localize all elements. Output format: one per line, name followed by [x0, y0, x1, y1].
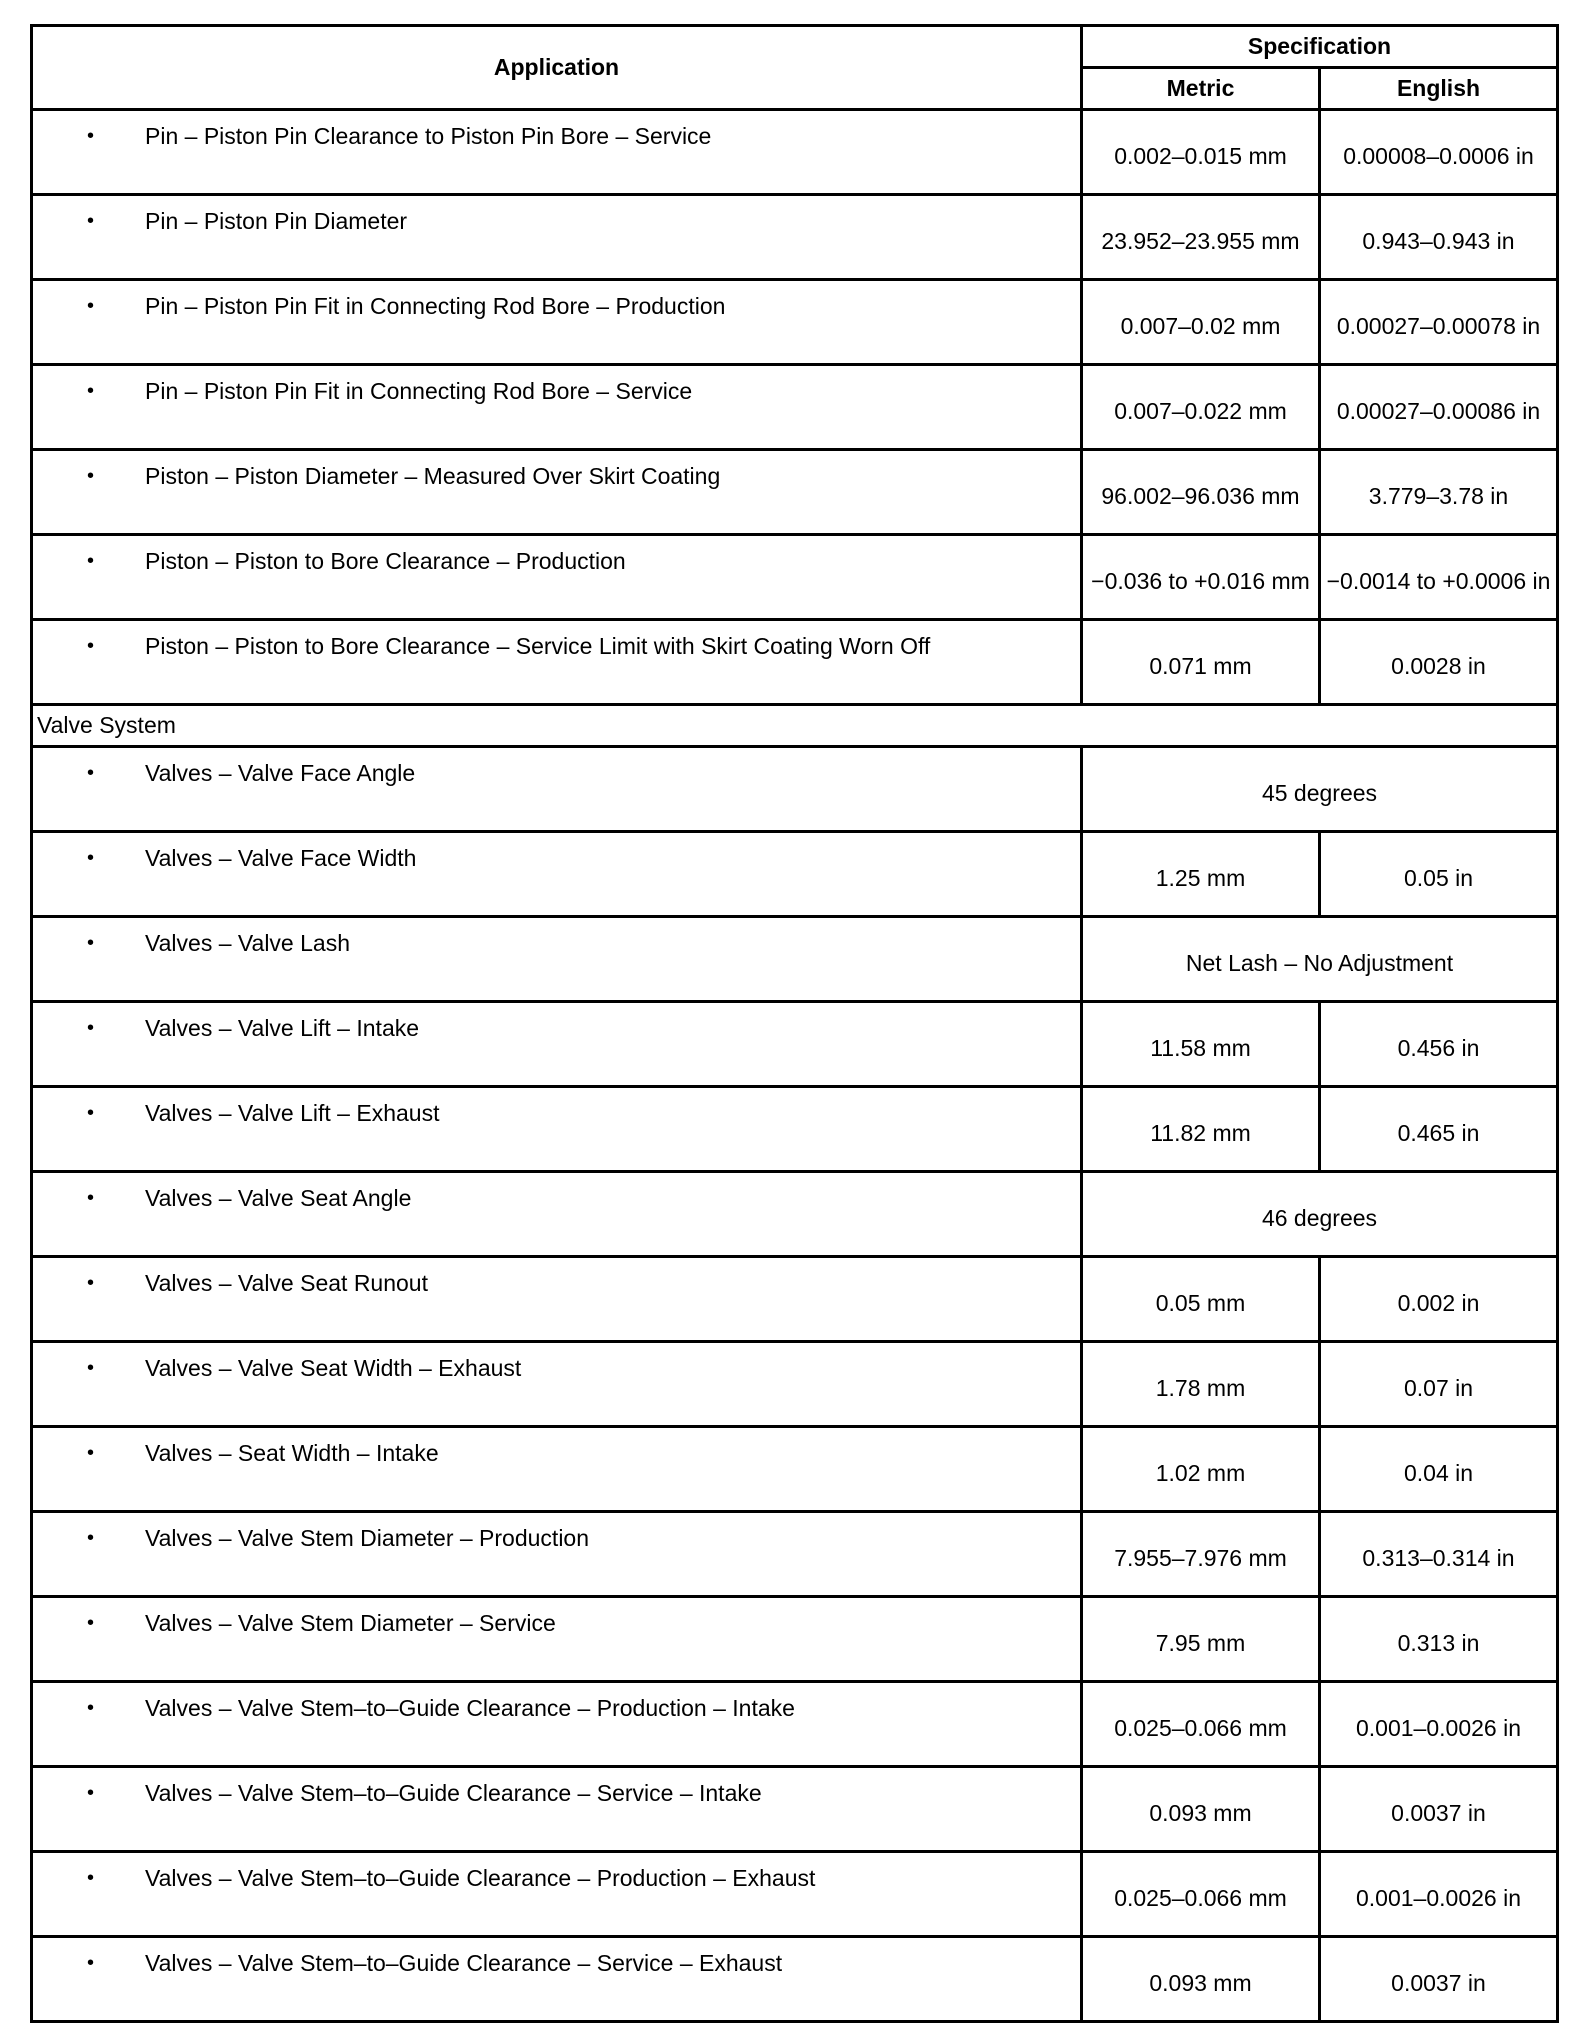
table-row — [32, 917, 1558, 1002]
english-cell: 0.05 in — [1320, 832, 1558, 917]
english-cell: 0.0028 in — [1320, 620, 1558, 705]
application-item — [33, 461, 1080, 491]
bullet-icon: • — [87, 1442, 95, 1464]
english-cell: 0.002 in — [1320, 1257, 1558, 1342]
table-row — [32, 195, 1558, 280]
application-text: Pin – Piston Pin Clearance to Piston Pin Bore – Service — [145, 123, 712, 149]
application-item — [33, 1353, 1080, 1383]
english-cell: −0.0014 to +0.0006 in — [1320, 535, 1558, 620]
metric-cell: 96.002–96.036 mm — [1082, 450, 1320, 535]
application-text: Pin – Piston Pin Fit in Connecting Rod Bore – Production — [145, 293, 726, 319]
application-item — [33, 1693, 1080, 1723]
application-cell — [32, 365, 1082, 450]
application-cell — [32, 1002, 1082, 1087]
application-text: Piston – Piston to Bore Clearance – Service Limit with Skirt Coating Worn Off — [145, 633, 931, 659]
application-item — [33, 1098, 1080, 1128]
application-item — [33, 376, 1080, 406]
application-text: Valves – Valve Face Angle — [145, 760, 416, 786]
combined-spec-cell: 45 degrees — [1082, 747, 1558, 832]
bullet-icon: • — [87, 1697, 95, 1719]
metric-cell: 0.05 mm — [1082, 1257, 1320, 1342]
bullet-icon: • — [87, 1952, 95, 1974]
piston-rows — [32, 110, 1558, 705]
application-item — [33, 546, 1080, 576]
metric-cell: 0.071 mm — [1082, 620, 1320, 705]
table-row — [32, 1512, 1558, 1597]
metric-cell: 0.093 mm — [1082, 1937, 1320, 2022]
section-row — [32, 705, 1558, 747]
application-cell — [32, 1937, 1082, 2022]
application-text: Valves – Valve Face Width — [145, 845, 417, 871]
table-row — [32, 1597, 1558, 1682]
table-row — [32, 110, 1558, 195]
english-cell: 0.001–0.0026 in — [1320, 1682, 1558, 1767]
table-row — [32, 1172, 1558, 1257]
table-row — [32, 1002, 1558, 1087]
application-text: Pin – Piston Pin Fit in Connecting Rod Bore – Service — [145, 378, 693, 404]
english-cell: 0.313 in — [1320, 1597, 1558, 1682]
application-cell — [32, 110, 1082, 195]
table-row — [32, 1427, 1558, 1512]
bullet-icon: • — [87, 1187, 95, 1209]
application-text: Valves – Valve Stem Diameter – Service — [145, 1610, 556, 1636]
bullet-icon: • — [87, 1527, 95, 1549]
application-item — [33, 631, 1080, 661]
table-row — [32, 1852, 1558, 1937]
application-item — [33, 121, 1080, 151]
application-cell — [32, 1597, 1082, 1682]
bullet-icon: • — [87, 1102, 95, 1124]
valve-section-header — [32, 705, 1558, 747]
application-item — [33, 1863, 1080, 1893]
bullet-icon: • — [87, 295, 95, 317]
table-row — [32, 1087, 1558, 1172]
english-cell: 0.00027–0.00078 in — [1320, 280, 1558, 365]
metric-cell: 1.02 mm — [1082, 1427, 1320, 1512]
application-text: Pin – Piston Pin Diameter — [145, 208, 408, 234]
english-cell: 0.465 in — [1320, 1087, 1558, 1172]
bullet-icon: • — [87, 1612, 95, 1634]
metric-cell: 23.952–23.955 mm — [1082, 195, 1320, 280]
bullet-icon: • — [87, 550, 95, 572]
metric-header: Metric — [1082, 68, 1320, 110]
english-cell: 0.07 in — [1320, 1342, 1558, 1427]
application-cell — [32, 195, 1082, 280]
application-text: Valves – Valve Seat Runout — [145, 1270, 428, 1296]
application-item — [33, 291, 1080, 321]
metric-cell: −0.036 to +0.016 mm — [1082, 535, 1320, 620]
application-cell — [32, 535, 1082, 620]
table-row — [32, 280, 1558, 365]
application-cell — [32, 917, 1082, 1002]
application-cell — [32, 280, 1082, 365]
application-text: Valves – Valve Stem–to–Guide Clearance – Production – Exhaust — [145, 1865, 816, 1891]
metric-cell: 1.78 mm — [1082, 1342, 1320, 1427]
english-cell: 3.779–3.78 in — [1320, 450, 1558, 535]
application-cell — [32, 1087, 1082, 1172]
specification-table — [30, 24, 1559, 2023]
application-item — [33, 928, 1080, 958]
table-header — [32, 26, 1558, 110]
application-item — [33, 1183, 1080, 1213]
bullet-icon: • — [87, 635, 95, 657]
combined-spec-cell: Net Lash – No Adjustment — [1082, 917, 1558, 1002]
english-cell: 0.313–0.314 in — [1320, 1512, 1558, 1597]
valve-rows — [32, 747, 1558, 2022]
application-cell — [32, 1427, 1082, 1512]
bullet-icon: • — [87, 1272, 95, 1294]
bullet-icon: • — [87, 1017, 95, 1039]
metric-cell: 11.58 mm — [1082, 1002, 1320, 1087]
application-cell — [32, 450, 1082, 535]
table-row — [32, 1257, 1558, 1342]
metric-cell: 1.25 mm — [1082, 832, 1320, 917]
bullet-icon: • — [87, 932, 95, 954]
application-cell — [32, 1342, 1082, 1427]
application-item — [33, 206, 1080, 236]
bullet-icon: • — [87, 465, 95, 487]
metric-cell: 0.007–0.02 mm — [1082, 280, 1320, 365]
english-header: English — [1320, 68, 1558, 110]
application-item — [33, 843, 1080, 873]
application-item — [33, 1608, 1080, 1638]
table-row — [32, 535, 1558, 620]
application-item — [33, 1268, 1080, 1298]
table-row — [32, 832, 1558, 917]
english-cell: 0.00027–0.00086 in — [1320, 365, 1558, 450]
application-text: Valves – Valve Lash — [145, 930, 350, 956]
application-text: Valves – Valve Stem–to–Guide Clearance – Production – Intake — [145, 1695, 795, 1721]
application-item — [33, 1778, 1080, 1808]
application-item — [33, 1438, 1080, 1468]
english-cell: 0.943–0.943 in — [1320, 195, 1558, 280]
application-cell — [32, 620, 1082, 705]
application-cell — [32, 1257, 1082, 1342]
application-text: Valves – Valve Seat Width – Exhaust — [145, 1355, 522, 1381]
bullet-icon: • — [87, 125, 95, 147]
application-cell — [32, 1682, 1082, 1767]
bullet-icon: • — [87, 1867, 95, 1889]
application-text: Valves – Valve Stem–to–Guide Clearance – Service – Intake — [145, 1780, 762, 1806]
application-cell — [32, 1172, 1082, 1257]
metric-cell: 0.007–0.022 mm — [1082, 365, 1320, 450]
bullet-icon: • — [87, 1782, 95, 1804]
table-row — [32, 1342, 1558, 1427]
table-row — [32, 1682, 1558, 1767]
application-text: Valves – Valve Stem Diameter – Production — [145, 1525, 590, 1551]
table-row — [32, 1767, 1558, 1852]
table-row — [32, 1937, 1558, 2022]
english-cell: 0.001–0.0026 in — [1320, 1852, 1558, 1937]
application-header: Application — [32, 26, 1082, 110]
application-cell — [32, 1767, 1082, 1852]
application-text: Piston – Piston to Bore Clearance – Production — [145, 548, 626, 574]
application-cell — [32, 1852, 1082, 1937]
metric-cell: 0.025–0.066 mm — [1082, 1682, 1320, 1767]
english-cell: 0.0037 in — [1320, 1937, 1558, 2022]
table-row — [32, 365, 1558, 450]
english-cell: 0.0037 in — [1320, 1767, 1558, 1852]
application-cell — [32, 832, 1082, 917]
application-item — [33, 1948, 1080, 1978]
application-text: Valves – Valve Stem–to–Guide Clearance – Service – Exhaust — [145, 1950, 783, 1976]
application-text: Valves – Valve Lift – Exhaust — [145, 1100, 440, 1126]
specification-header: Specification — [1082, 26, 1558, 68]
metric-cell: 0.002–0.015 mm — [1082, 110, 1320, 195]
metric-cell: 11.82 mm — [1082, 1087, 1320, 1172]
metric-cell: 7.95 mm — [1082, 1597, 1320, 1682]
english-cell: 0.456 in — [1320, 1002, 1558, 1087]
application-text: Piston – Piston Diameter – Measured Over Skirt Coating — [145, 463, 721, 489]
combined-spec-cell: 46 degrees — [1082, 1172, 1558, 1257]
application-item — [33, 758, 1080, 788]
bullet-icon: • — [87, 762, 95, 784]
bullet-icon: • — [87, 210, 95, 232]
application-text: Valves – Seat Width – Intake — [145, 1440, 439, 1466]
application-cell — [32, 747, 1082, 832]
application-item — [33, 1523, 1080, 1553]
english-cell: 0.00008–0.0006 in — [1320, 110, 1558, 195]
english-cell: 0.04 in — [1320, 1427, 1558, 1512]
application-item — [33, 1013, 1080, 1043]
bullet-icon: • — [87, 847, 95, 869]
bullet-icon: • — [87, 1357, 95, 1379]
metric-cell: 0.093 mm — [1082, 1767, 1320, 1852]
table-row — [32, 747, 1558, 832]
metric-cell: 0.025–0.066 mm — [1082, 1852, 1320, 1937]
application-text: Valves – Valve Seat Angle — [145, 1185, 412, 1211]
table-row — [32, 450, 1558, 535]
header-row-top — [32, 26, 1558, 68]
application-text: Valves – Valve Lift – Intake — [145, 1015, 420, 1041]
section-title: Valve System — [32, 705, 1558, 747]
table-row — [32, 620, 1558, 705]
metric-cell: 7.955–7.976 mm — [1082, 1512, 1320, 1597]
bullet-icon: • — [87, 380, 95, 402]
application-cell — [32, 1512, 1082, 1597]
